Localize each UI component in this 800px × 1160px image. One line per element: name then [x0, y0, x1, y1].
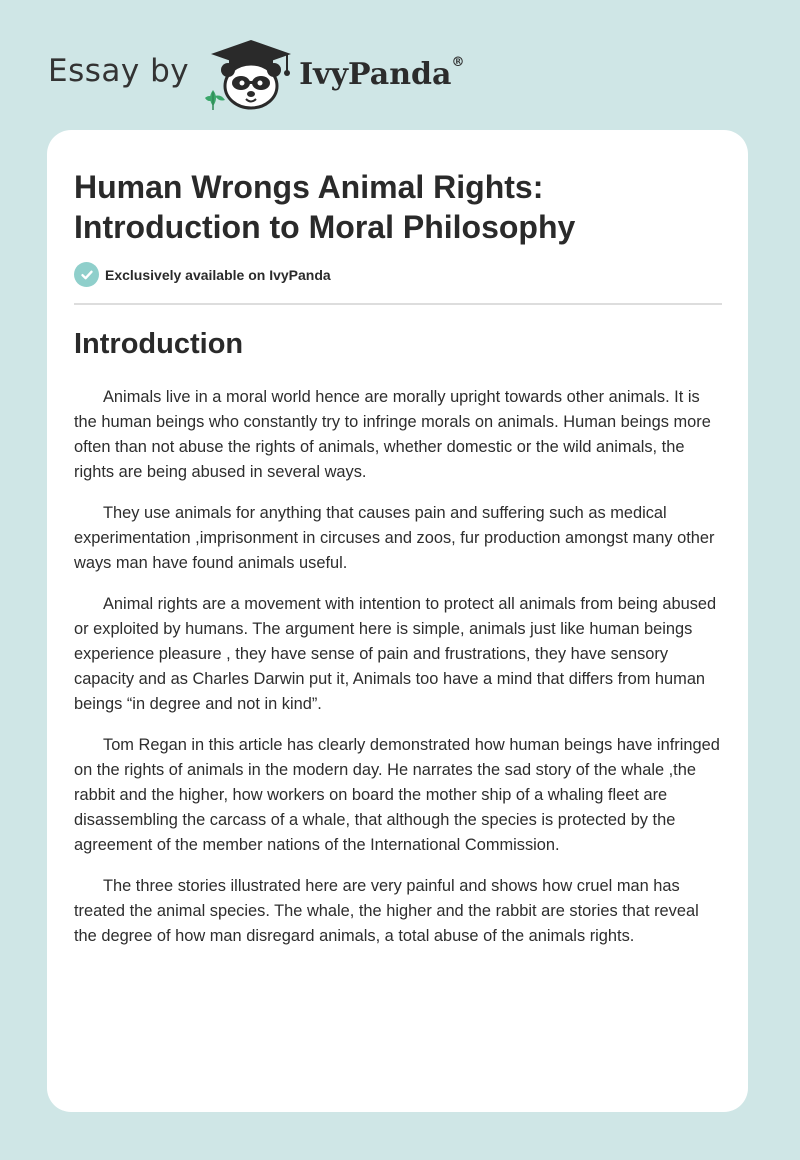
essay-title: Human Wrongs Animal Rights: Introduction to Moral Philosophy: [74, 169, 576, 245]
brand-name[interactable]: IvyPanda®: [299, 54, 465, 92]
paragraph: The three stories illustrated here are very painful and shows how cruel man has treated the animal species. The whale, the higher and the rabbit are stories that reveal the degree of how man disregard animals, a total abuse of the animals rights.: [74, 877, 699, 945]
paragraph: Animal rights are a movement with intention to protect all animals from being abused or exploited by humans. The argument here is simple, animals just like human beings experience pleasure , they have sense of pain and frustrations, they have sensory capacity and as Charles Darwin put it, Animals too have a mind that differs from human beings “in degree and not in kind”.: [74, 595, 717, 713]
exclusive-badge: [74, 262, 331, 287]
essay-by-label: Essay by: [48, 53, 190, 89]
essay-card: [47, 130, 748, 1112]
panda-logo-icon[interactable]: [203, 36, 299, 112]
paragraph: They use animals for anything that causes pain and suffering such as medical experimentation ,imprisonment in circuses and zoos, fur production amongst many other ways man have found animals useful.: [74, 504, 715, 572]
paragraph: Tom Regan in this article has clearly demonstrated how human beings have infringed on the rights of animals in the modern day. He narrates the sad story of the whale ,the rabbit and the higher, how workers on board the mother ship of a whaling fleet are disassembling the carcass of a whale, that although the species is protected by the agreement of the member nations of the International Commission.: [74, 736, 720, 854]
registered-mark: ®: [451, 54, 465, 70]
check-circle-icon: [74, 262, 99, 287]
divider: [74, 303, 722, 305]
paragraph: Animals live in a moral world hence are morally upright towards other animals. It is the human beings who constantly try to infringe morals on animals. Human beings more often than not abuse the rights of animals, whether domestic or the wild animals, the rights are being abused in several ways.: [74, 388, 711, 481]
site-header: [48, 36, 464, 112]
exclusive-label: Exclusively available on IvyPanda: [105, 266, 331, 283]
section-heading: Introduction: [74, 328, 244, 360]
essay-body: [74, 385, 724, 965]
